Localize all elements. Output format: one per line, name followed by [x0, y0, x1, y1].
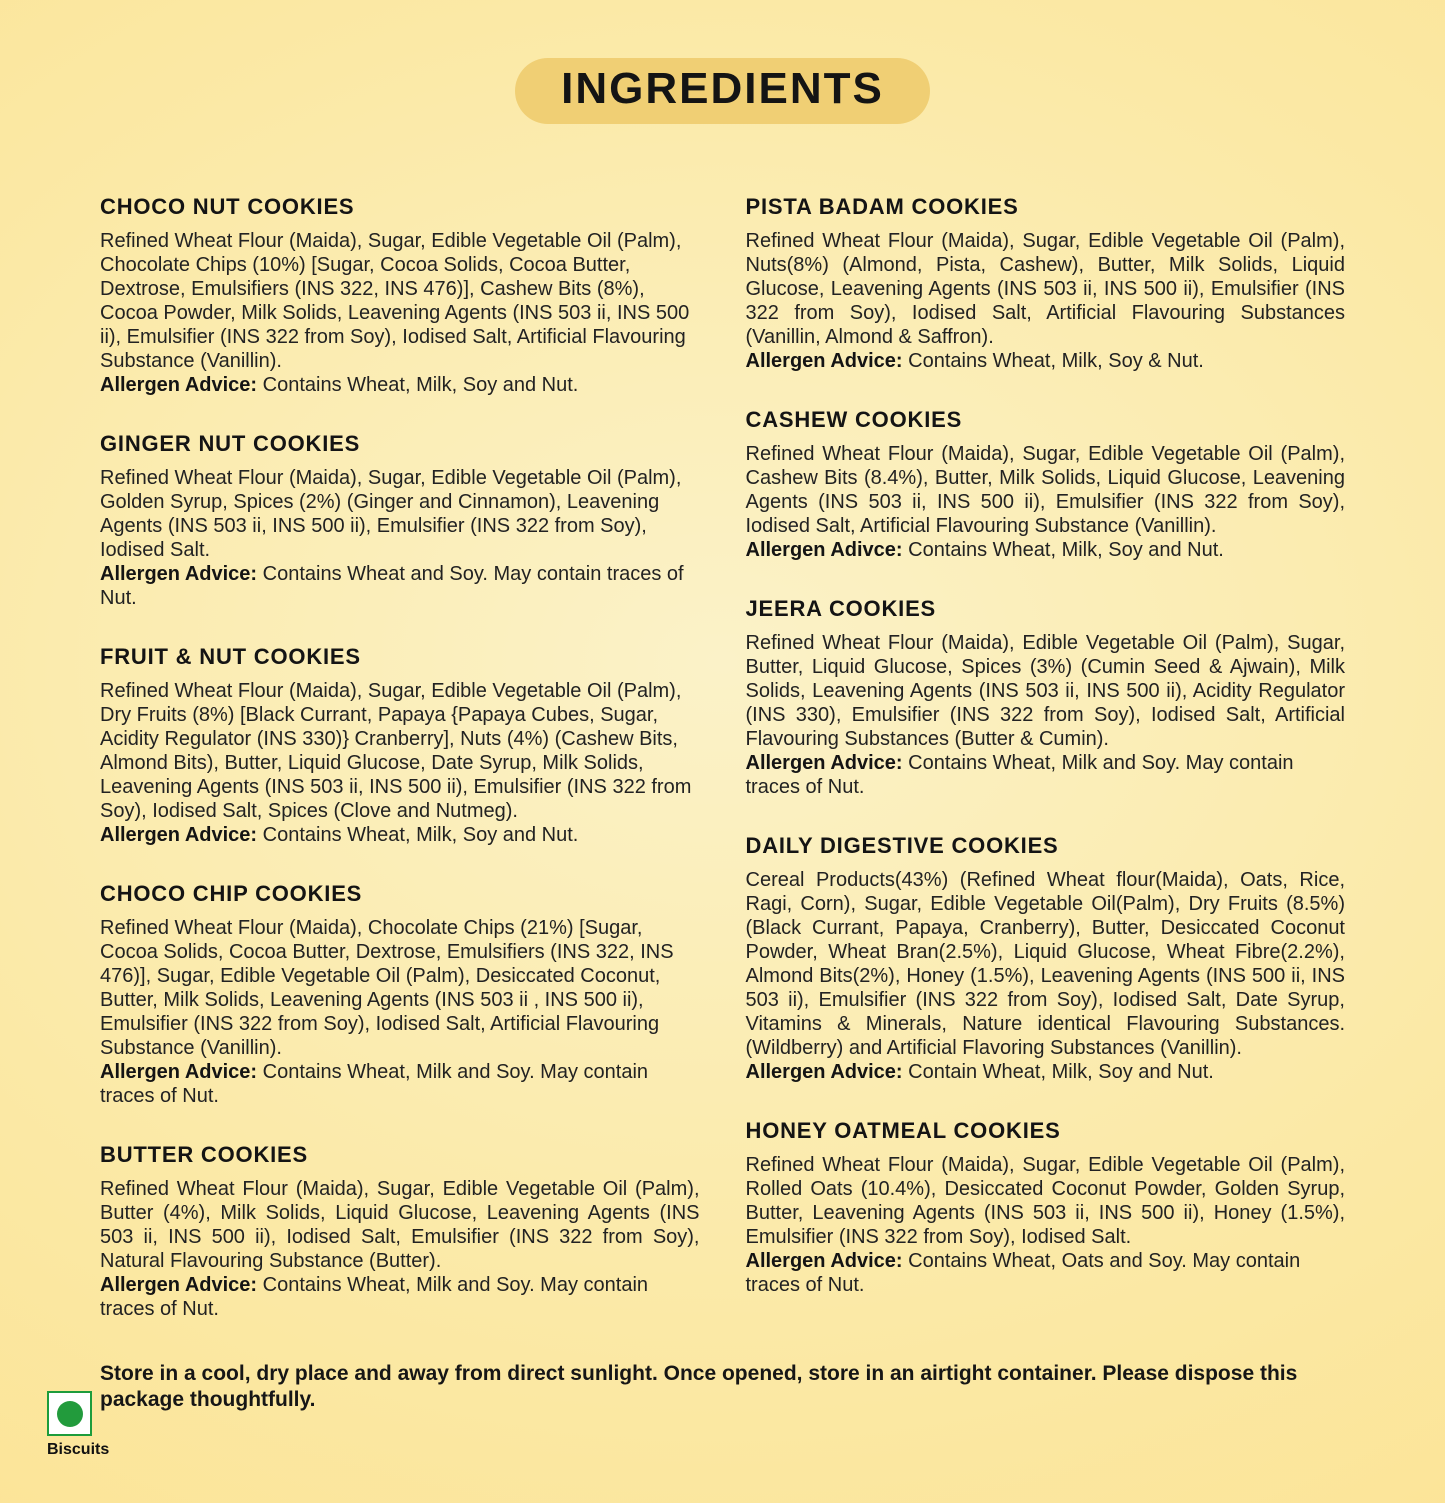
ingredients-text: Refined Wheat Flour (Maida), Sugar, Edible Vegetable Oil (Palm), Rolled Oats (10.4%), Desiccated Coconut Powder, Golden Syrup, Butter, Leavening Agents (INS 503 ii, INS 500 ii), Honey (1.5%), Emulsifier (INS 322 from Soy), Iodised Salt.	[745, 1154, 1345, 1248]
allergen-text: Contains Wheat, Milk and Soy. May contain traces of Nut.	[100, 1061, 649, 1107]
page-title: INGREDIENTS	[515, 58, 930, 124]
allergen-advice	[746, 538, 1346, 562]
section-title: BUTTER COOKIES	[100, 1142, 308, 1167]
allergen-advice	[100, 823, 700, 847]
allergen-advice	[746, 751, 1346, 799]
allergen-advice	[746, 1249, 1346, 1297]
section-title: PISTA BADAM COOKIES	[745, 194, 1019, 219]
ingredients-text: Refined Wheat Flour (Maida), Sugar, Edible Vegetable Oil (Palm), Cashew Bits (8.4%), Butter, Milk Solids, Liquid Glucose, Leavening Agents (INS 503 ii, INS 500 ii), Emulsifier (INS 322 from Soy), Iodised Salt, Artificial Flavouring Substance (Vanillin).	[745, 443, 1345, 537]
allergen-text: Contains Wheat, Milk and Soy. May contain traces of Nut.	[100, 1274, 649, 1320]
ingredients-text: Refined Wheat Flour (Maida), Sugar, Edible Vegetable Oil (Palm), Chocolate Chips (10%) [Sugar, Cocoa Solids, Cocoa Butter, Dextrose, Emulsifiers (INS 322, INS 476)], Cashew Bits (8%), Cocoa Powder, Milk Solids, Leavening Agents (INS 503 ii, INS 500 ii), Emulsifier (INS 322 from Soy), Iodised Salt, Artificial Flavouring Substance (Vanillin).	[100, 230, 690, 372]
allergen-label: Allergen Advice:	[745, 350, 903, 372]
right-column	[746, 194, 1346, 1355]
ingredients-text: Refined Wheat Flour (Maida), Sugar, Edible Vegetable Oil (Palm), Nuts(8%) (Almond, Pista, Cashew), Butter, Milk Solids, Liquid Glucose, Leavening Agents (INS 503 ii, INS 500 ii), Emulsifier (INS 322 from Soy), Iodised Salt, Artificial Flavouring Substances (Vanillin, Almond & Saffron).	[745, 230, 1345, 348]
ingredient-section	[746, 833, 1346, 1084]
allergen-label: Allergen Advice:	[100, 374, 258, 396]
ingredients-text: Refined Wheat Flour (Maida), Sugar, Edible Vegetable Oil (Palm), Golden Syrup, Spices (2%) (Ginger and Cinnamon), Leavening Agents (INS 503 ii, INS 500 ii), Emulsifier (INS 322 from Soy), Iodised Salt.	[100, 467, 682, 561]
section-title: HONEY OATMEAL COOKIES	[745, 1118, 1061, 1143]
allergen-text: Contains Wheat, Milk, Soy and Nut.	[262, 374, 579, 396]
ingredients-text: Refined Wheat Flour (Maida), Edible Vegetable Oil (Palm), Sugar, Butter, Liquid Glucose, Spices (3%) (Cumin Seed & Ajwain), Milk Solids, Leavening Agents (INS 503 ii, INS 500 ii), Acidity Regulator (INS 330), Emulsifier (INS 322 from Soy), Iodised Salt, Artificial Flavouring Substances (Butter & Cumin).	[745, 632, 1345, 750]
section-title: GINGER NUT COOKIES	[100, 431, 361, 456]
ingredient-section	[746, 596, 1346, 799]
section-title: FRUIT & NUT COOKIES	[100, 644, 361, 669]
allergen-text: Contains Wheat, Milk, Soy & Nut.	[908, 350, 1204, 372]
allergen-label: Allergen Advice:	[100, 563, 258, 585]
green-dot-icon	[57, 1401, 83, 1427]
ingredient-section	[100, 1142, 700, 1321]
ingredient-section	[746, 407, 1346, 562]
allergen-advice	[100, 373, 700, 397]
allergen-text: Contains Wheat, Milk, Soy and Nut.	[262, 824, 579, 846]
section-title: JEERA COOKIES	[745, 596, 937, 621]
storage-instructions: Store in a cool, dry place and away from direct sunlight. Once opened, store in an airtight container. Please dispose this package thoughtfully.	[100, 1362, 1298, 1411]
allergen-text: Contains Wheat, Milk, Soy and Nut.	[908, 539, 1224, 561]
ingredients-text: Cereal Products(43%) (Refined Wheat flour(Maida), Oats, Rice, Ragi, Corn), Sugar, Edible Vegetable Oil(Palm), Dry Fruits (8.5%) (Black Currant, Papaya, Cranberry), Butter, Desiccated Coconut Powder, Wheat Bran(2.5%), Liquid Glucose, Wheat Fibre(2.2%), Almond Bits(2%), Honey (1.5%), Leavening Agents (INS 500 ii, INS 503 ii), Emulsifier (INS 322 from Soy), Iodised Salt, Date Syrup, Vitamins & Minerals, Nature identical Flavouring Substances. (Wildberry) and Artificial Flavoring Substances (Vanillin).	[745, 869, 1345, 1059]
veg-symbol-icon	[47, 1391, 92, 1436]
allergen-label: Allergen Advice:	[100, 1274, 258, 1296]
ingredient-section	[100, 881, 700, 1108]
allergen-text: Contains Wheat, Oats and Soy. May contain traces of Nut.	[745, 1250, 1301, 1296]
ingredient-section	[100, 644, 700, 847]
title-bar	[0, 58, 1445, 124]
ingredients-columns	[0, 194, 1445, 1355]
section-title: CHOCO CHIP COOKIES	[100, 881, 363, 906]
section-title: CHOCO NUT COOKIES	[100, 194, 355, 219]
left-column	[100, 194, 700, 1355]
allergen-label: Allergen Advice:	[100, 824, 258, 846]
ingredient-section	[746, 1118, 1346, 1297]
section-title: CASHEW COOKIES	[745, 407, 963, 432]
allergen-text: Contain Wheat, Milk, Soy and Nut.	[908, 1061, 1214, 1083]
veg-mark	[47, 1391, 117, 1459]
ingredient-section	[100, 431, 700, 610]
allergen-advice	[746, 1060, 1346, 1084]
allergen-advice	[100, 1060, 700, 1108]
ingredient-section	[746, 194, 1346, 373]
ingredients-text: Refined Wheat Flour (Maida), Sugar, Edible Vegetable Oil (Palm), Butter (4%), Milk Solids, Liquid Glucose, Leavening Agents (INS 503 ii, INS 500 ii), Iodised Salt, Emulsifier (INS 322 from Soy), Natural Flavouring Substance (Butter).	[100, 1178, 700, 1272]
allergen-label: Allergen Advice:	[745, 1250, 903, 1272]
allergen-advice	[100, 1273, 700, 1321]
section-title: DAILY DIGESTIVE COOKIES	[745, 833, 1059, 858]
ingredients-text: Refined Wheat Flour (Maida), Sugar, Edible Vegetable Oil (Palm), Dry Fruits (8%) [Black Currant, Papaya {Papaya Cubes, Sugar, Acidity Regulator (INS 330)} Cranberry], Nuts (4%) (Cashew Bits, Almond Bits), Butter, Liquid Glucose, Date Syrup, Milk Solids, Leavening Agents (INS 503 ii, INS 500 ii), Emulsifier (INS 322 from Soy), Iodised Salt, Spices (Clove and Nutmeg).	[100, 680, 692, 822]
allergen-label: Allergen Advice:	[100, 1061, 258, 1083]
allergen-advice	[746, 349, 1346, 373]
allergen-text: Contains Wheat and Soy. May contain traces of Nut.	[100, 563, 684, 609]
ingredients-panel	[0, 58, 1445, 1503]
allergen-text: Contains Wheat, Milk and Soy. May contain traces of Nut.	[745, 752, 1294, 798]
ingredients-text: Refined Wheat Flour (Maida), Chocolate Chips (21%) [Sugar, Cocoa Solids, Cocoa Butter, Dextrose, Emulsifiers (INS 322, INS 476)], Sugar, Edible Vegetable Oil (Palm), Desiccated Coconut, Butter, Milk Solids, Leavening Agents (INS 503 ii , INS 500 ii), Emulsifier (INS 322 from Soy), Iodised Salt, Artificial Flavouring Substance (Vanillin).	[100, 917, 674, 1059]
allergen-label: Allergen Advice:	[745, 752, 903, 774]
ingredient-section	[100, 194, 700, 397]
allergen-advice	[100, 562, 700, 610]
veg-mark-label: Biscuits	[47, 1441, 110, 1458]
allergen-label: Allergen Adivce:	[745, 539, 903, 561]
allergen-label: Allergen Advice:	[745, 1061, 903, 1083]
